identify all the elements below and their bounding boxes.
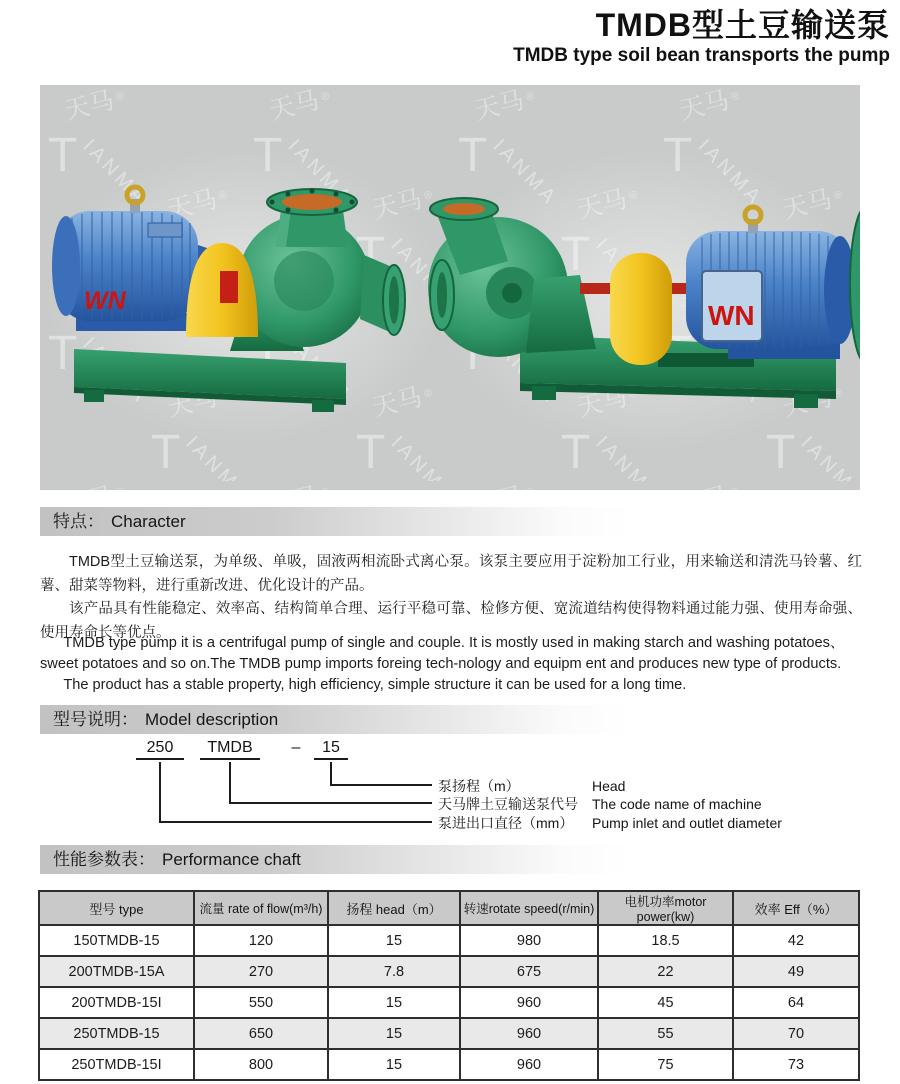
table-cell: 800: [194, 1049, 328, 1080]
coupling-guard: [610, 253, 672, 365]
table-cell: 250TMDB-15: [39, 1018, 194, 1049]
table-cell: 960: [460, 1049, 598, 1080]
table-cell: 73: [733, 1049, 859, 1080]
table-cell: 42: [733, 925, 859, 956]
table-cell: 960: [460, 987, 598, 1018]
model-label-row: [438, 814, 782, 832]
paragraph: TMDB型土豆输送泵，为单级、单吸，固液两相流卧式离心泵。该泵主要应用于淀粉加工行业，用来输送和清洗马铃薯、红薯、甜菜等物料，进行重新改进、优化设计的产品。: [40, 554, 862, 594]
table-row: [39, 1049, 859, 1080]
table-cell: 650: [194, 1018, 328, 1049]
table-row: [39, 1018, 859, 1049]
model-label-zh: 泵扬程（m）: [438, 778, 520, 794]
page-title-zh: TMDB型土豆输送泵: [595, 7, 890, 43]
table-cell: 75: [598, 1049, 733, 1080]
character-text-zh: [40, 551, 862, 645]
table-cell: 55: [598, 1018, 733, 1049]
section-header-performance: [40, 845, 860, 874]
motor-terminal-box: [148, 223, 182, 237]
model-label-zh: 泵进出口直径（mm）: [438, 815, 574, 831]
table-cell: 64: [733, 987, 859, 1018]
table-row: [39, 987, 859, 1018]
model-label-zh: 天马牌土豆输送泵代号: [438, 796, 578, 812]
section-header-character: [40, 507, 860, 536]
col-header-head: 扬程 head（m）: [328, 891, 460, 925]
model-description-diagram: [40, 736, 860, 840]
table-cell: 15: [328, 1018, 460, 1049]
table-row: [39, 956, 859, 987]
table-cell: 250TMDB-15I: [39, 1049, 194, 1080]
section-title-zh: 型号说明：: [53, 710, 138, 729]
table-cell: 980: [460, 925, 598, 956]
col-header-type: 型号 type: [39, 891, 194, 925]
paragraph: The product has a stable property, high efficiency, simple structure it can be used for a long time.: [63, 677, 687, 693]
paragraph: 该产品具有性能稳定、效率高、结构简单合理、运行平稳可靠、检修方便、宽流道结构使得物料通过能力强、使用寿命强、使用寿命长等优点。: [40, 601, 862, 641]
page-title-en: TMDB type soil bean transports the pump: [513, 45, 890, 66]
character-text-en: [40, 633, 864, 696]
table-cell: 7.8: [328, 956, 460, 987]
model-label-en: The code name of machine: [592, 796, 762, 812]
motor-brand-label: WN: [708, 300, 755, 331]
model-label-en: Pump inlet and outlet diameter: [592, 815, 782, 831]
table-cell: 49: [733, 956, 859, 987]
section-title-en: Character: [111, 512, 186, 531]
table-cell: 45: [598, 987, 733, 1018]
section-title-en: Model description: [145, 710, 279, 729]
section-title-zh: 特点：: [53, 512, 104, 531]
coupling: [220, 271, 238, 303]
model-code-diameter: 250: [136, 739, 184, 760]
table-cell: 18.5: [598, 925, 733, 956]
table-cell: 270: [194, 956, 328, 987]
motor-brand-label: WN: [84, 287, 126, 315]
product-photo-image: [40, 85, 860, 490]
model-label-en: Head: [592, 778, 626, 794]
title-block: [513, 6, 890, 67]
performance-table: [38, 890, 860, 1081]
section-title-en: Performance chaft: [162, 850, 301, 869]
model-label-row: [438, 777, 625, 795]
model-code-separator: –: [291, 739, 301, 756]
table-row: [39, 925, 859, 956]
col-header-speed: 转速rotate speed(r/min): [460, 891, 598, 925]
model-label-row: [438, 795, 762, 813]
table-cell: 15: [328, 1049, 460, 1080]
table-cell: 200TMDB-15I: [39, 987, 194, 1018]
model-code-head: 15: [314, 739, 348, 760]
model-code-series: TMDB: [200, 739, 260, 760]
table-cell: 675: [460, 956, 598, 987]
col-header-eff: 效率 Eff（%）: [733, 891, 859, 925]
table-cell: 150TMDB-15: [39, 925, 194, 956]
section-header-model: [40, 705, 860, 734]
table-cell: 200TMDB-15A: [39, 956, 194, 987]
paragraph: TMDB type pump it is a centrifugal pump of single and couple. It is mostly used in making starch and washing potatoes、 sweet potatoes and so on.The TMDB pump imports foreing tech-nology and equipm ent and produces new type of products.: [40, 635, 845, 672]
flange-bore: [282, 194, 342, 210]
product-photo: [40, 85, 860, 490]
table-header-row: [39, 891, 859, 925]
col-header-power: 电机功率motor power(kw): [598, 891, 733, 925]
table-cell: 70: [733, 1018, 859, 1049]
table-cell: 120: [194, 925, 328, 956]
table-cell: 15: [328, 925, 460, 956]
table-cell: 22: [598, 956, 733, 987]
col-header-flow: 流量 rate of flow(m³/h): [194, 891, 328, 925]
table-cell: 550: [194, 987, 328, 1018]
table-cell: 960: [460, 1018, 598, 1049]
flange-bore: [443, 203, 485, 215]
table-cell: 15: [328, 987, 460, 1018]
section-title-zh: 性能参数表：: [53, 850, 155, 869]
